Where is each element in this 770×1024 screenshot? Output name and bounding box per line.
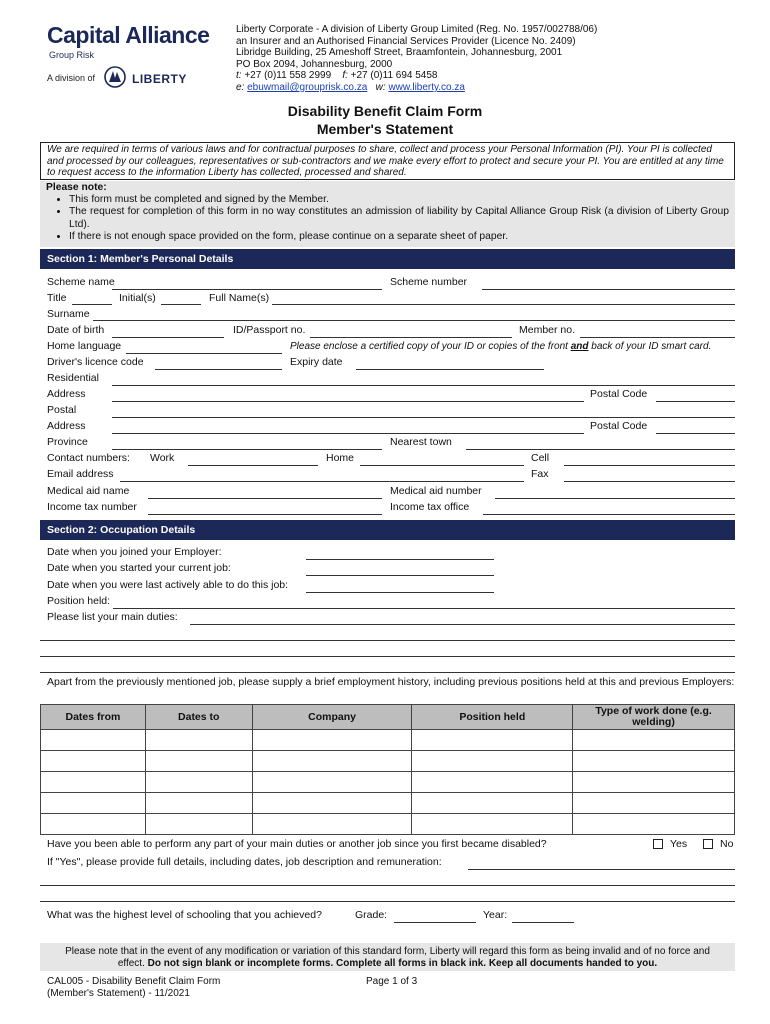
member-no-field[interactable]: [580, 337, 735, 338]
section1-header: Section 1: Member's Personal Details: [40, 249, 735, 269]
expiry-date-field[interactable]: [356, 369, 544, 370]
note-item: • This form must be completed and signed by the Member.: [69, 194, 729, 206]
if-yes-field-2[interactable]: [40, 885, 735, 886]
started-date-field[interactable]: [306, 575, 494, 576]
drivers-licence-field[interactable]: [155, 369, 282, 370]
income-tax-office-label: Income tax office: [390, 501, 470, 513]
residential-postal-code-field[interactable]: [656, 401, 735, 402]
title-label: Title: [47, 292, 67, 304]
id-copy-note: Please enclose a certified copy of your ID or copies of the front and back of your ID smart card.: [290, 341, 712, 352]
address-line-2: an Insurer and an Authorised Financial Services Provider (Licence No. 2409): [236, 35, 576, 47]
col-position-held: Position held: [412, 705, 573, 730]
page-number: Page 1 of 3: [366, 976, 418, 987]
address-label: Address: [47, 388, 86, 400]
initials-label: Initial(s): [119, 292, 156, 304]
form-code: CAL005 - Disability Benefit Claim Form (Member's Statement) - 11/2021: [47, 976, 221, 999]
postal-address-label: Address: [47, 420, 86, 432]
medical-aid-name-field[interactable]: [148, 498, 382, 499]
surname-field[interactable]: [93, 320, 735, 321]
footer-notice-line-1: Please note that in the event of any modification or variation of this standard form, Liberty will regard this form as being invalid and of no force and: [65, 946, 710, 957]
form-title: Disability Benefit Claim Form: [287, 103, 483, 119]
surname-label: Surname: [47, 308, 90, 320]
yes-checkbox[interactable]: [653, 839, 663, 849]
drivers-licence-label: Driver's licence code: [47, 356, 144, 368]
main-duties-field-2[interactable]: [40, 640, 735, 641]
income-tax-number-label: Income tax number: [47, 501, 137, 513]
position-held-field[interactable]: [113, 608, 735, 609]
main-duties-field-3[interactable]: [40, 656, 735, 657]
income-tax-number-field[interactable]: [148, 514, 382, 515]
id-passport-label: ID/Passport no.: [233, 324, 306, 336]
home-language-field[interactable]: [126, 353, 282, 354]
contact-line: e: ebuwmail@grouprisk.co.za w: www.liberty.co.za: [236, 81, 465, 93]
email-field[interactable]: [120, 481, 524, 482]
col-dates-from: Dates from: [41, 705, 146, 730]
started-label: Date when you started your current job:: [47, 562, 231, 574]
table-row[interactable]: [41, 751, 735, 772]
scheme-name-field[interactable]: [112, 289, 382, 290]
postal-label: Postal: [47, 404, 77, 416]
col-type-of-work: Type of work done (e.g. welding): [573, 705, 735, 730]
residential-address-field[interactable]: [112, 401, 584, 402]
joined-label: Date when you joined your Employer:: [47, 546, 222, 558]
section2-header: Section 2: Occupation Details: [40, 520, 735, 540]
postal-address-field[interactable]: [112, 433, 584, 434]
postal-code-label: Postal Code: [590, 388, 648, 400]
col-company: Company: [252, 705, 412, 730]
scheme-name-label: Scheme name: [47, 276, 115, 288]
postal-postal-code-field[interactable]: [656, 433, 735, 434]
position-held-label: Position held:: [47, 595, 111, 607]
fax-label: Fax: [531, 468, 549, 480]
province-field[interactable]: [112, 449, 382, 450]
schooling-question: What was the highest level of schooling that you achieved?: [47, 909, 322, 921]
main-duties-label: Please list your main duties:: [47, 611, 178, 623]
please-note-box: [40, 181, 735, 247]
postal-field-1[interactable]: [112, 417, 735, 418]
full-names-label: Full Name(s): [209, 292, 270, 304]
note-item: • The request for completion of this form in no way constitutes an admission of liability by Capital Alliance Group Risk (a division of Liberty Group Ltd).: [69, 206, 729, 230]
phone-line: t: +27 (0)11 558 2999 f: +27 (0)11 694 5458: [236, 70, 438, 82]
year-label: Year:: [483, 909, 508, 921]
employment-history-table: [40, 704, 735, 835]
province-label: Province: [47, 436, 88, 448]
initials-field[interactable]: [161, 304, 201, 305]
id-passport-field[interactable]: [310, 337, 512, 338]
grade-field[interactable]: [394, 922, 476, 923]
residential-field-1[interactable]: [112, 385, 735, 386]
home-phone-field[interactable]: [360, 465, 524, 466]
if-yes-label: If "Yes", please provide full details, including dates, job description and remuneration:: [47, 856, 442, 868]
email-link[interactable]: ebuwmail@grouprisk.co.za: [247, 81, 368, 93]
privacy-notice: We are required in terms of various laws and for contractual purposes to share, collect and process your Personal Information (PI). Your PI is collected and processed by our colleagues, representatives or sub-contractors and we make every effort to protect and secure your PI. You are entitled at any time to request access to the information Liberty has collected, processed and shared.: [40, 142, 735, 180]
residential-label: Residential: [47, 372, 99, 384]
division-of-label: A division of: [47, 73, 96, 83]
please-note-heading: Please note:: [46, 182, 107, 193]
table-row[interactable]: [41, 730, 735, 751]
dob-label: Date of birth: [47, 324, 105, 336]
yes-label: Yes: [670, 838, 688, 850]
company-division: Group Risk: [49, 50, 95, 60]
scheme-number-field[interactable]: [482, 289, 735, 290]
address-line-4: PO Box 2094, Johannesburg, 2000: [236, 58, 393, 70]
member-no-label: Member no.: [519, 324, 576, 336]
liberty-logo-icon: [103, 66, 127, 88]
footer-notice-line-2: effect. Do not sign blank or incomplete forms. Complete all forms in black ink. Keep all documents handed to you.: [117, 958, 658, 969]
title-field[interactable]: [72, 304, 112, 305]
medical-aid-name-label: Medical aid name: [47, 485, 130, 497]
cell-phone-field[interactable]: [564, 465, 735, 466]
website-link[interactable]: www.liberty.co.za: [388, 81, 465, 93]
address-line-1: Liberty Corporate - A division of Liberty Group Limited (Reg. No. 1957/002788/06): [236, 24, 598, 35]
medical-aid-number-label: Medical aid number: [390, 485, 482, 497]
footer-notice: [40, 943, 735, 971]
medical-aid-number-field[interactable]: [495, 498, 735, 499]
contact-numbers-label: Contact numbers:: [47, 452, 130, 464]
income-tax-office-field[interactable]: [483, 514, 735, 515]
expiry-date-label: Expiry date: [290, 356, 343, 368]
full-names-field[interactable]: [272, 304, 735, 305]
home-label: Home: [326, 452, 355, 464]
dob-field[interactable]: [112, 337, 224, 338]
main-duties-field-4[interactable]: [40, 672, 735, 673]
scheme-number-label: Scheme number: [390, 276, 468, 288]
col-dates-to: Dates to: [145, 705, 252, 730]
work-phone-field[interactable]: [188, 465, 318, 466]
year-field[interactable]: [512, 922, 574, 923]
company-logo: Capital Alliance: [47, 22, 210, 48]
header-address: [236, 24, 597, 94]
joined-date-field[interactable]: [306, 559, 494, 560]
no-checkbox[interactable]: [703, 839, 713, 849]
table-row[interactable]: [41, 772, 735, 793]
nearest-town-field[interactable]: [466, 449, 735, 450]
nearest-town-label: Nearest town: [390, 436, 452, 448]
no-label: No: [720, 838, 734, 850]
history-intro: Apart from the previously mentioned job, please supply a brief employment history, including previous positions held at this and previous Employers:: [47, 676, 735, 688]
if-yes-field-1[interactable]: [468, 869, 735, 870]
parent-brand: LIBERTY: [132, 72, 187, 86]
able-question: Have you been able to perform any part of your main duties or another job since you first became disabled?: [47, 838, 547, 850]
last-active-label: Date when you were last actively able to do this job:: [47, 579, 289, 591]
note-item: • If there is not enough space provided on the form, please continue on a separate sheet of paper.: [69, 231, 729, 243]
if-yes-field-3[interactable]: [40, 901, 735, 902]
table-row[interactable]: [41, 814, 735, 835]
last-active-date-field[interactable]: [306, 592, 494, 593]
table-row[interactable]: [41, 793, 735, 814]
table-header-row: [41, 705, 735, 730]
fax-field[interactable]: [564, 481, 735, 482]
cell-label: Cell: [531, 452, 550, 464]
grade-label: Grade:: [355, 909, 388, 921]
work-label: Work: [150, 452, 175, 464]
postal-code-label-2: Postal Code: [590, 420, 648, 432]
address-line-3: Libridge Building, 25 Ameshoff Street, Braamfontein, Johannesburg, 2001: [236, 47, 563, 59]
form-subtitle: Member's Statement: [316, 121, 454, 137]
home-language-label: Home language: [47, 340, 122, 352]
main-duties-field-1[interactable]: [190, 624, 735, 625]
email-label: Email address: [47, 468, 114, 480]
